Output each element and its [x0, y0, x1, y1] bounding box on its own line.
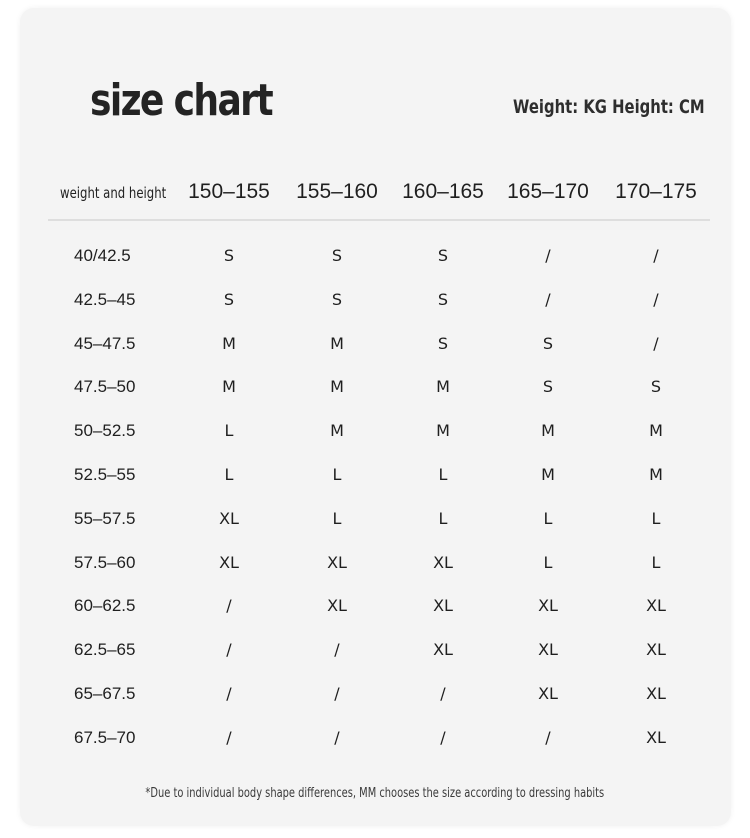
weight-row-label: 65–67.5	[74, 684, 136, 703]
size-cell: /	[545, 290, 551, 309]
size-cell: S	[331, 290, 343, 309]
size-cell: L	[332, 509, 342, 528]
size-cell: /	[653, 290, 659, 309]
size-cell: L	[332, 465, 342, 484]
footnote	[0, 786, 750, 801]
height-column-header: 155–160	[296, 180, 378, 203]
size-cell: /	[545, 728, 551, 747]
size-cell: L	[438, 509, 448, 528]
table-corner-label: weight and height	[60, 184, 167, 202]
size-cell: L	[224, 421, 234, 440]
size-cell: XL	[219, 553, 239, 572]
weight-row-label: 42.5–45	[74, 290, 136, 309]
weight-row-label: 60–62.5	[74, 596, 136, 615]
size-cell: XL	[219, 509, 239, 528]
size-cell: S	[542, 334, 554, 353]
size-cell: M	[436, 421, 450, 440]
size-cell: S	[437, 334, 449, 353]
size-cell: XL	[646, 728, 666, 747]
size-cell: L	[651, 509, 661, 528]
size-cell: /	[334, 684, 340, 703]
weight-row-label: 55–57.5	[74, 509, 136, 528]
size-cell: L	[438, 465, 448, 484]
size-cell: L	[224, 465, 234, 484]
weight-row-label: 52.5–55	[74, 465, 136, 484]
weight-row-label: 50–52.5	[74, 421, 136, 440]
weight-row-label: 47.5–50	[74, 377, 136, 396]
size-cell: M	[649, 421, 663, 440]
size-cell: /	[440, 728, 446, 747]
weight-row-label: 45–47.5	[74, 334, 136, 353]
size-cell: M	[222, 334, 236, 353]
size-cell: /	[226, 640, 232, 659]
size-cell: /	[226, 596, 232, 615]
weight-row-label: 67.5–70	[74, 728, 136, 747]
size-cell: /	[653, 246, 659, 265]
size-cell: XL	[538, 684, 558, 703]
size-cell: XL	[327, 596, 347, 615]
size-cell: /	[653, 334, 659, 353]
weight-row-label: 62.5–65	[74, 640, 136, 659]
size-cell: M	[541, 421, 555, 440]
size-cell: XL	[538, 640, 558, 659]
size-cell: L	[543, 553, 553, 572]
size-cell: XL	[646, 596, 666, 615]
weight-row-label: 40/42.5	[74, 246, 131, 265]
size-cell: XL	[327, 553, 347, 572]
size-cell: XL	[646, 640, 666, 659]
size-cell: S	[331, 246, 343, 265]
size-cell: XL	[646, 684, 666, 703]
footnote-text: *Due to individual body shape differences, MM chooses the size according to dressing habits	[145, 786, 605, 801]
size-cell: M	[330, 377, 344, 396]
size-cell: M	[541, 465, 555, 484]
size-cell: XL	[433, 640, 453, 659]
size-cell: L	[543, 509, 553, 528]
size-cell: M	[649, 465, 663, 484]
size-cell: S	[650, 377, 662, 396]
size-cell: M	[330, 334, 344, 353]
size-cell: XL	[538, 596, 558, 615]
size-cell: S	[223, 290, 235, 309]
weight-row-label: 57.5–60	[74, 553, 136, 572]
size-cell: /	[545, 246, 551, 265]
size-cell: /	[226, 728, 232, 747]
height-column-header: 160–165	[402, 180, 484, 203]
size-cell: M	[330, 421, 344, 440]
size-cell: L	[651, 553, 661, 572]
size-cell: S	[223, 246, 235, 265]
size-cell: /	[440, 684, 446, 703]
page-title: size chart	[90, 75, 272, 126]
size-cell: M	[436, 377, 450, 396]
height-column-header: 150–155	[188, 180, 270, 203]
size-cell: S	[437, 290, 449, 309]
size-cell: /	[334, 728, 340, 747]
units-label: Weight: KG Height: CM	[513, 96, 705, 118]
header-divider	[48, 219, 710, 221]
size-cell: /	[334, 640, 340, 659]
size-cell: M	[222, 377, 236, 396]
size-cell: XL	[433, 596, 453, 615]
size-cell: S	[437, 246, 449, 265]
height-column-header: 170–175	[615, 180, 697, 203]
height-column-header: 165–170	[507, 180, 589, 203]
size-cell: /	[226, 684, 232, 703]
size-cell: S	[542, 377, 554, 396]
size-cell: XL	[433, 553, 453, 572]
